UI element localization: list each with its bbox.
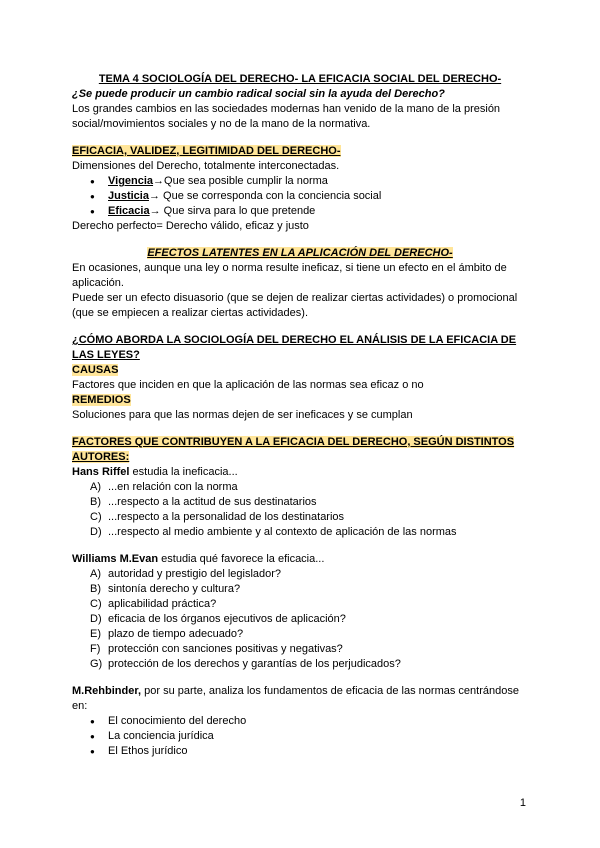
document-page: [72, 72, 528, 759]
section2-heading: EFECTOS LATENTES EN LA APLICACIÓN DEL DERECHO-: [147, 247, 453, 259]
causas-label: CAUSAS: [72, 364, 119, 376]
list-item: A) autoridad y prestigio del legislador?: [90, 568, 282, 580]
section3-heading: ¿CÓMO ABORDA LA SOCIOLOGÍA DEL DERECHO EL ANÁLISIS DE LA EFICACIA DE LAS LEYES?: [72, 334, 517, 361]
section2-p1: En ocasiones, aunque una ley o norma resulte ineficaz, si tiene un efecto en el ámbito de aplicación.: [72, 262, 507, 289]
list-item: G) protección de los derechos y garantías de los perjudicados?: [90, 658, 401, 670]
list-item: ● El conocimiento del derecho: [72, 714, 528, 729]
list-item: B) sintonía derecho y cultura?: [90, 583, 241, 595]
evan-list: [72, 567, 528, 672]
intro-paragraph: Los grandes cambios en las sociedades modernas han venido de la mano de la presión social/movimientos sociales y no de la mano de la normativa.: [72, 103, 501, 130]
list-item: A) ...en relación con la norma: [90, 481, 238, 493]
riffel-list: [72, 480, 528, 540]
list-item: F) protección con sanciones positivas y negativas?: [90, 643, 343, 655]
rehbinder-intro: M.Rehbinder, por su parte, analiza los fundamentos de eficacia de las normas centrándose en:: [72, 685, 519, 712]
doc-question: ¿Se puede producir un cambio radical social sin la ayuda del Derecho?: [72, 88, 445, 100]
rehbinder-list: [72, 714, 528, 759]
riffel-intro: Hans Riffel estudia la ineficacia...: [72, 466, 238, 478]
section1-text: Dimensiones del Derecho, totalmente interconectadas.: [72, 160, 340, 172]
section1-footer: Derecho perfecto= Derecho válido, eficaz y justo: [72, 220, 309, 232]
list-item: D) ...respecto al medio ambiente y al contexto de aplicación de las normas: [90, 526, 457, 538]
section1-heading: EFICACIA, VALIDEZ, LEGITIMIDAD DEL DERECHO-: [72, 145, 341, 157]
section1-list: [72, 174, 528, 219]
list-item: D) eficacia de los órganos ejecutivos de aplicación?: [90, 613, 346, 625]
doc-title: TEMA 4 SOCIOLOGÍA DEL DERECHO- LA EFICACIA SOCIAL DEL DERECHO-: [98, 73, 502, 85]
list-item: ● El Ethos jurídico: [72, 744, 528, 759]
list-item: ● Vigencia→Que sea posible cumplir la norma: [72, 174, 528, 189]
section2-p2: Puede ser un efecto disuasorio (que se dejen de realizar ciertas actividades) o promocional (que se empiecen a realizar ciertas actividades).: [72, 292, 518, 319]
list-item: ● Eficacia→ Que sirva para lo que pretende: [72, 204, 528, 219]
section4-heading: FACTORES QUE CONTRIBUYEN A LA EFICACIA DEL DERECHO, SEGÚN DISTINTOS AUTORES:: [72, 436, 515, 463]
remedios-label: REMEDIOS: [72, 394, 131, 406]
list-item: ● Justicia→ Que se corresponda con la conciencia social: [72, 189, 528, 204]
remedios-text: Soluciones para que las normas dejen de ser ineficaces y se cumplan: [72, 409, 413, 421]
list-item: B) ...respecto a la actitud de sus destinatarios: [90, 496, 317, 508]
list-item: C) aplicabilidad práctica?: [90, 598, 217, 610]
list-item: E) plazo de tiempo adecuado?: [90, 628, 244, 640]
page-number: 1: [519, 797, 526, 809]
causas-text: Factores que inciden en que la aplicación de las normas sea eficaz o no: [72, 379, 424, 391]
list-item: C) ...respecto a la personalidad de los destinatarios: [90, 511, 345, 523]
evan-intro: Williams M.Evan estudia qué favorece la eficacia...: [72, 553, 325, 565]
list-item: ● La conciencia jurídica: [72, 729, 528, 744]
